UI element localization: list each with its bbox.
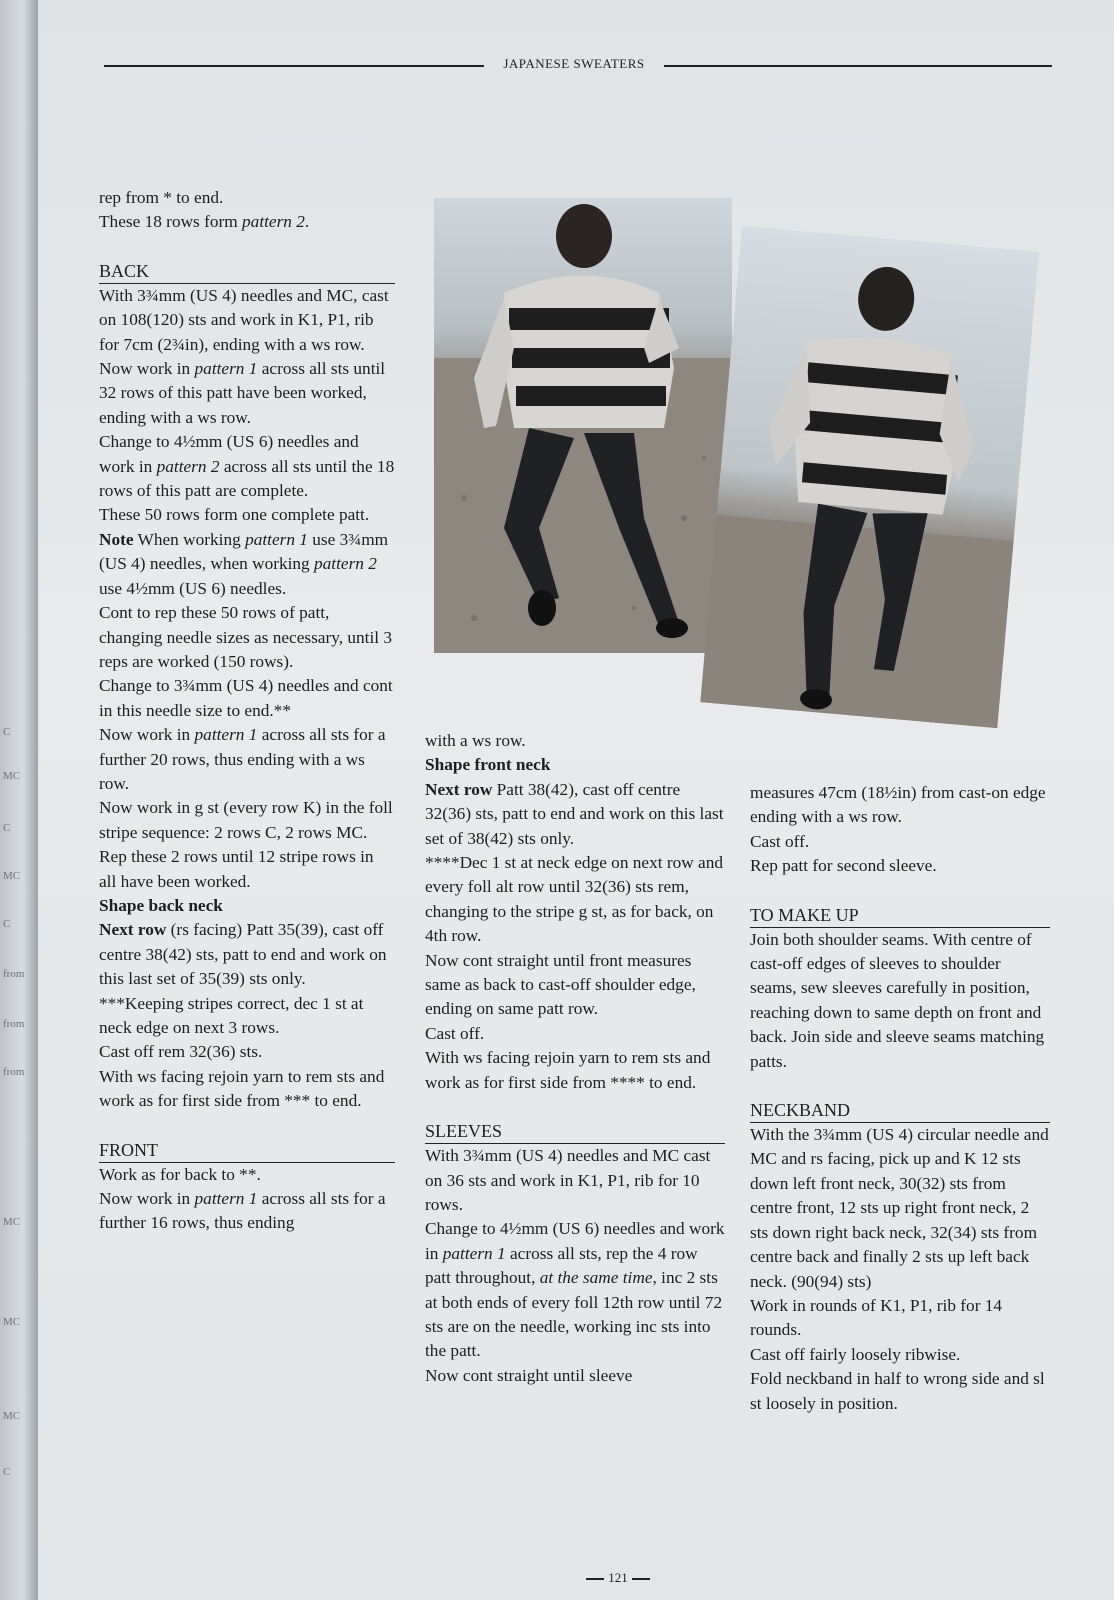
spine-mark: C bbox=[3, 918, 11, 930]
book-page bbox=[38, 0, 1114, 1600]
paragraph: Join both shoulder seams. With centre of cast-off edges of sleeves to shoulder seams, sew sleeves carefully in position, reaching down to same depth on front and back. Join side and sleeve seams matching patts. bbox=[750, 929, 1045, 1071]
paragraph: These 50 rows form one complete patt. bbox=[99, 505, 370, 525]
spine-mark: MC bbox=[3, 770, 21, 782]
paragraph: Change to 4½mm (US 6) needles and work in pattern 1 across all sts, rep the 4 row patt throughout, at the same time, inc 2 sts at both ends of every foll 12th row until 72 sts are on the needle, working inc sts into the patt. bbox=[425, 1219, 725, 1361]
running-header-title: JAPANESE SWEATERS bbox=[503, 56, 645, 71]
spine-mark: MC bbox=[3, 870, 21, 882]
paragraph: measures 47cm (18½in) from cast-on edge ending with a ws row. bbox=[750, 783, 1046, 827]
paragraph: with a ws row. bbox=[425, 731, 526, 750]
page-number: 121 bbox=[578, 1570, 658, 1586]
section-heading-neckband: NECKBAND bbox=[750, 1098, 1050, 1123]
paragraph: Cast off. bbox=[750, 831, 810, 851]
paragraph: Next row (rs facing) Patt 35(39), cast off centre 38(42) sts, patt to end and work on this last set of 35(39) sts only. bbox=[99, 920, 387, 989]
paragraph: ***Keeping stripes correct, dec 1 st at neck edge on next 3 rows. bbox=[99, 993, 364, 1037]
paragraph: With ws facing rejoin yarn to rem sts and work as for first side from **** to end. bbox=[425, 1048, 711, 1092]
paragraph: Now work in pattern 1 across all sts until 32 rows of this patt have been worked, ending with a ws row. bbox=[99, 359, 386, 427]
paragraph: Change to 3¾mm (US 4) needles and cont in this needle size to end.** bbox=[99, 676, 393, 720]
section-heading-back: BACK bbox=[99, 259, 395, 284]
running-header bbox=[104, 56, 1104, 76]
paragraph: Fold neckband in half to wrong side and sl st loosely in position. bbox=[750, 1369, 1045, 1413]
paragraph: With the 3¾mm (US 4) circular needle and MC and rs facing, pick up and K 12 sts down left front neck, 30(32) sts from centre front, 12 sts up right front neck, 2 sts down right back neck, 32(34) sts from centre back and finally 2 sts up left back neck. (90(94) sts) bbox=[750, 1125, 1049, 1291]
paragraph: Work in rounds of K1, P1, rib for 14 rounds. bbox=[750, 1295, 1003, 1340]
paragraph: These 18 rows form pattern 2. bbox=[99, 212, 310, 232]
spine-mark: MC bbox=[3, 1410, 21, 1422]
section-heading-to-make-up: TO MAKE UP bbox=[750, 903, 1050, 928]
text-column-2 bbox=[425, 729, 725, 1388]
paragraph: With 3¾mm (US 4) needles and MC cast on 36 sts and work in K1, P1, rib for 10 rows. bbox=[425, 1146, 711, 1214]
header-rule-right bbox=[664, 65, 1052, 67]
paragraph: Now work in pattern 1 across all sts for a further 20 rows, thus ending with a ws row. bbox=[99, 725, 386, 793]
header-rule-left bbox=[104, 65, 484, 67]
paragraph: Next row Patt 38(42), cast off centre 32(36) sts, patt to end and work on this last set of 38(42) sts only. bbox=[425, 779, 724, 848]
paragraph: Change to 4½mm (US 6) needles and work in pattern 2 across all sts until the 18 rows of this patt are complete. bbox=[99, 432, 395, 501]
subheading-shape-front-neck: Shape front neck bbox=[425, 755, 551, 775]
paragraph: Cast off fairly loosely ribwise. bbox=[750, 1344, 961, 1364]
paragraph: Now cont straight until sleeve bbox=[425, 1365, 633, 1385]
photo-sweater-front-view bbox=[434, 198, 732, 653]
paragraph: ****Dec 1 st at neck edge on next row and every foll alt row until 32(36) sts rem, changing to the stripe g st, as for back, on 4th row. bbox=[425, 853, 724, 946]
subheading-shape-back-neck: Shape back neck bbox=[99, 895, 223, 915]
paragraph: With ws facing rejoin yarn to rem sts and work as for first side from *** to end. bbox=[99, 1066, 385, 1111]
spine-mark: C bbox=[3, 726, 11, 738]
paragraph: Now work in g st (every row K) in the foll stripe sequence: 2 rows C, 2 rows MC. bbox=[99, 798, 393, 842]
spine-mark: from bbox=[3, 1018, 25, 1030]
spine-mark: C bbox=[3, 822, 11, 834]
paragraph: Now work in pattern 1 across all sts for a further 16 rows, thus ending bbox=[99, 1189, 386, 1233]
paragraph: Cont to rep these 50 rows of patt, changing needle sizes as necessary, until 3 reps are worked (150 rows). bbox=[99, 603, 393, 671]
spine-mark: C bbox=[3, 1466, 11, 1478]
paragraph: Work as for back to **. bbox=[99, 1164, 261, 1184]
paragraph: Cast off rem 32(36) sts. bbox=[99, 1042, 263, 1062]
spine-mark: MC bbox=[3, 1316, 21, 1328]
section-heading-front: FRONT bbox=[99, 1138, 395, 1163]
paragraph: With 3¾mm (US 4) needles and MC, cast on 108(120) sts and work in K1, P1, rib for 7cm (2¾in), ending with a ws row. bbox=[99, 285, 389, 354]
text-column-3 bbox=[750, 781, 1050, 1416]
spine-mark: from bbox=[3, 968, 25, 980]
spine-mark: from bbox=[3, 1066, 25, 1078]
note-paragraph: Note When working pattern 1 use 3¾mm (US 4) needles, when working pattern 2 use 4½mm (US 6) needles. bbox=[99, 529, 389, 598]
text-column-1 bbox=[99, 186, 395, 1236]
paragraph: rep from * to end. bbox=[99, 188, 224, 207]
paragraph: Now cont straight until front measures same as back to cast-off shoulder edge, ending on same patt row. bbox=[425, 950, 696, 1019]
paragraph: Cast off. bbox=[425, 1023, 485, 1043]
photo-sweater-back-view bbox=[700, 226, 1039, 728]
section-heading-sleeves: SLEEVES bbox=[425, 1119, 725, 1144]
paragraph: Rep these 2 rows until 12 stripe rows in all have been worked. bbox=[99, 847, 374, 891]
book-spine-edge bbox=[0, 0, 38, 1600]
spine-mark: MC bbox=[3, 1216, 21, 1228]
paragraph: Rep patt for second sleeve. bbox=[750, 856, 937, 876]
